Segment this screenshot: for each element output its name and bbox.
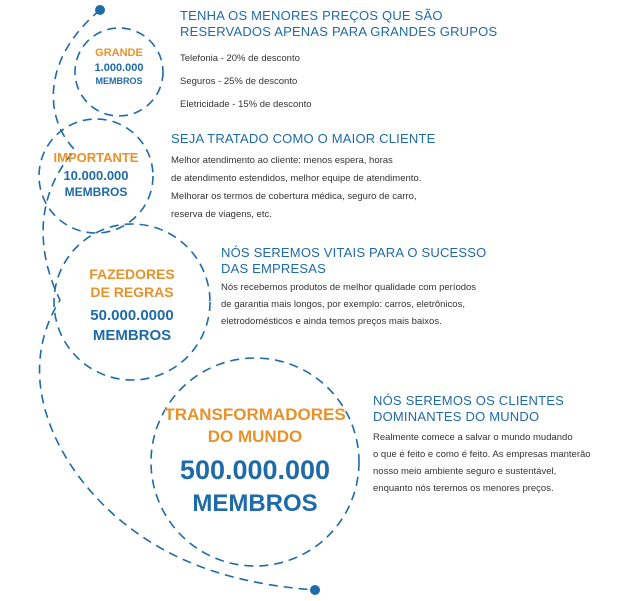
tier-2-line-2: de atendimento estendidos, melhor equipe de atendimento. xyxy=(171,172,422,184)
tier-2-description xyxy=(171,131,611,224)
tier-1-circle-text xyxy=(75,47,163,86)
tier-4-count: 500.000.000 xyxy=(179,455,331,485)
tier-4-line-4: enquanto nós teremos os menores preços. xyxy=(373,483,554,495)
tier-4-heading-line-1: NÓS SEREMOS OS CLIENTES xyxy=(373,393,564,408)
tier-3-line-1: Nós recebemos produtos de melhor qualidade com períodos xyxy=(221,282,477,294)
tier-2-unit: MEMBROS xyxy=(64,185,128,199)
end-dot xyxy=(310,585,320,595)
tier-3-line-3: eletrodomésticos e ainda temos preços mais baixos. xyxy=(221,316,442,328)
tier-4-heading-line-2: DOMINANTES DO MUNDO xyxy=(373,408,540,424)
tier-3-heading-line-1: NÓS SEREMOS VITAIS PARA O SUCESSO xyxy=(221,245,487,260)
tier-3-title-line-1: FAZEDORES xyxy=(89,266,175,282)
tier-1-line-3: Eletricidade - 15% de desconto xyxy=(180,99,312,111)
tier-1-body xyxy=(180,47,620,116)
tier-3-title-line-2: DE REGRAS xyxy=(90,284,174,300)
tier-2-heading-line-1: SEJA TRATADO COMO O MAIOR CLIENTE xyxy=(171,131,436,146)
tier-1-title: GRANDE xyxy=(95,47,143,59)
tier-4-heading xyxy=(373,393,628,424)
tier-3-circle-text xyxy=(54,266,210,344)
tier-4-title-line-1: TRANSFORMADORES xyxy=(164,405,346,424)
tier-4-line-3: nosso meio ambiente seguro e sustentável, xyxy=(373,466,557,478)
tier-1-unit: MEMBROS xyxy=(95,76,143,86)
tier-4-unit: MEMBROS xyxy=(192,490,318,517)
tier-1-heading-line-1: TENHA OS MENORES PREÇOS QUE SÃO xyxy=(180,8,443,23)
tier-3-count: 50.000.0000 xyxy=(90,307,174,324)
tier-4-description xyxy=(373,393,628,497)
tier-2-circle-text xyxy=(39,150,153,199)
tier-3-heading-line-2: DAS EMPRESAS xyxy=(221,260,326,276)
tier-4-body xyxy=(373,429,628,497)
tier-2-line-1: Melhor atendimento ao cliente: menos espera, horas xyxy=(171,154,393,166)
tier-1-heading xyxy=(180,8,620,39)
tier-2-body xyxy=(171,152,611,224)
tier-3-description xyxy=(221,245,621,330)
tier-4-line-2: o que é feito e como é feito. As empresas manterão xyxy=(373,449,591,461)
tier-2-line-3: Melhorar os termos de cobertura médica, seguro de carro, xyxy=(171,190,417,202)
tier-2-heading xyxy=(171,131,611,147)
tier-3-unit: MEMBROS xyxy=(92,327,172,344)
tier-4-circle-text xyxy=(151,405,359,518)
start-dot xyxy=(95,5,105,15)
tier-2-line-4: reserva de viagens, etc. xyxy=(171,208,272,220)
tier-1-line-1: Telefonia - 20% de desconto xyxy=(180,53,300,65)
tier-4-title-line-2: DO MUNDO xyxy=(207,427,303,446)
tier-1-line-2: Seguros - 25% de desconto xyxy=(180,76,298,88)
tier-3-heading xyxy=(221,245,621,276)
tier-4-line-1: Realmente comece a salvar o mundo mudando xyxy=(373,432,573,444)
tier-2-count: 10.000.000 xyxy=(63,168,129,183)
tier-1-heading-line-2: RESERVADOS APENAS PARA GRANDES GRUPOS xyxy=(180,23,498,39)
tier-1-count: 1.000.000 xyxy=(94,62,144,74)
tier-3-body xyxy=(221,279,621,330)
tier-3-line-2: de garantia mais longos, por exemplo: carros, eletrônicos, xyxy=(221,299,465,311)
tier-2-title: IMPORTANTE xyxy=(53,150,139,165)
tier-1-description xyxy=(180,8,620,116)
